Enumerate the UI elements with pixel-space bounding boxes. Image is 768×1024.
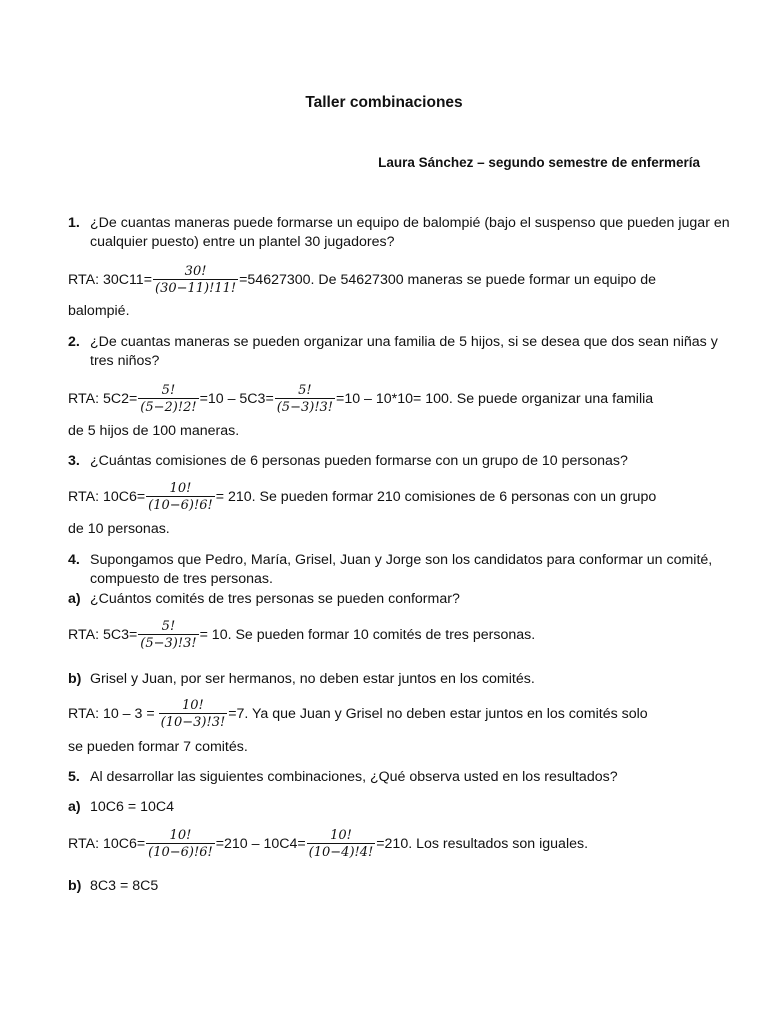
answer-continuation: se pueden formar 7 comités. <box>68 739 248 755</box>
fraction-denominator: (30−11)!11! <box>155 281 237 296</box>
question-text: ¿Cuántas comisiones de 6 personas pueden formarse con un grupo de 10 personas? <box>90 453 628 469</box>
answer-text: =54627300. De 54627300 maneras se puede formar un equipo de <box>239 272 657 288</box>
answer-prefix: RTA: 10 – 3 = <box>68 706 155 722</box>
question-text: Supongamos que Pedro, María, Grisel, Juan y Jorge son los candidatos para conformar un comité, compuesto de tres personas. <box>90 552 713 587</box>
answer-text: =210 – 10C4= <box>215 836 306 852</box>
document-title: Taller combinaciones <box>305 94 463 111</box>
question-number: 3. <box>68 453 80 469</box>
question-text: Al desarrollar las siguientes combinaciones, ¿Qué observa usted en los resultados? <box>90 769 618 785</box>
fraction-numerator: 5! <box>298 383 312 398</box>
fraction <box>138 383 198 415</box>
fraction-numerator: 10! <box>182 698 204 713</box>
fraction-numerator: 5! <box>161 383 176 398</box>
fraction <box>153 264 238 296</box>
subquestion-text: Grisel y Juan, por ser hermanos, no deben estar juntos en los comités. <box>90 671 535 687</box>
subquestion-text: 8C3 = 8C5 <box>90 878 159 894</box>
answer-3 <box>68 481 656 513</box>
answer-text: =10 – 10*10= 100. Se puede organizar una familia <box>336 391 654 407</box>
subquestion-label: b) <box>68 878 82 894</box>
fraction-denominator: (5−3)!3! <box>276 400 334 415</box>
subquestion-label: b) <box>68 671 82 687</box>
fraction-numerator: 30! <box>184 264 207 279</box>
answer-2 <box>68 383 653 415</box>
answer-text: = 210. Se pueden formar 210 comisiones de 6 personas con un grupo <box>215 489 657 505</box>
fraction-numerator: 10! <box>169 828 192 843</box>
author-line: Laura Sánchez – segundo semestre de enfermería <box>378 155 700 170</box>
fraction <box>159 698 228 730</box>
fraction-denominator: (5−2)!2! <box>140 400 197 415</box>
answer-prefix: RTA: 30C11= <box>68 272 152 288</box>
question-number: 5. <box>68 769 80 785</box>
fraction-denominator: (10−4)!4! <box>308 845 374 860</box>
question-number: 2. <box>68 334 80 350</box>
fraction-denominator: (10−3)!3! <box>160 715 226 730</box>
question-text: ¿De cuantas maneras se pueden organizar una familia de 5 hijos, si se desea que dos sean niñas y tres niños? <box>90 334 718 369</box>
answer-text: =7. Ya que Juan y Grisel no deben estar juntos en los comités solo <box>228 706 648 722</box>
fraction-denominator: (10−6)!6! <box>148 845 213 860</box>
answer-prefix: RTA: 10C6= <box>68 836 146 852</box>
answer-4a <box>68 619 535 651</box>
answer-continuation: de 10 personas. <box>68 521 170 537</box>
subquestion-label: a) <box>68 591 81 607</box>
fraction-numerator: 10! <box>330 828 352 843</box>
answer-prefix: RTA: 5C2= <box>68 391 138 407</box>
question-number: 1. <box>68 215 80 231</box>
answer-continuation: de 5 hijos de 100 maneras. <box>68 423 240 439</box>
subquestion-label: a) <box>68 799 81 815</box>
question-text: ¿De cuantas maneras puede formarse un equipo de balompié (bajo el suspenso que pueden jugar en cualquier puesto) entre un plantel 30 jugadores? <box>90 215 730 250</box>
subquestion-text: 10C6 = 10C4 <box>90 799 175 815</box>
fraction <box>307 828 376 860</box>
answer-text: =210. Los resultados son iguales. <box>376 836 589 852</box>
fraction <box>138 619 198 651</box>
answer-5a <box>68 828 588 860</box>
answer-4b <box>68 698 648 730</box>
answer-prefix: RTA: 5C3= <box>68 627 138 643</box>
fraction-denominator: (10−6)!6! <box>148 498 213 513</box>
fraction-numerator: 5! <box>161 619 176 634</box>
fraction-denominator: (5−3)!3! <box>140 636 197 651</box>
fraction <box>275 383 335 415</box>
answer-text: = 10. Se pueden formar 10 comités de tres personas. <box>199 627 536 643</box>
fraction <box>146 481 215 513</box>
question-number: 4. <box>68 552 80 568</box>
answer-continuation: balompié. <box>68 303 130 319</box>
answer-text: =10 – 5C3= <box>199 391 274 407</box>
answer-1 <box>68 264 656 296</box>
answer-prefix: RTA: 10C6= <box>68 489 146 505</box>
fraction-numerator: 10! <box>169 481 192 496</box>
fraction <box>146 828 215 860</box>
subquestion-text: ¿Cuántos comités de tres personas se pueden conformar? <box>90 591 460 607</box>
